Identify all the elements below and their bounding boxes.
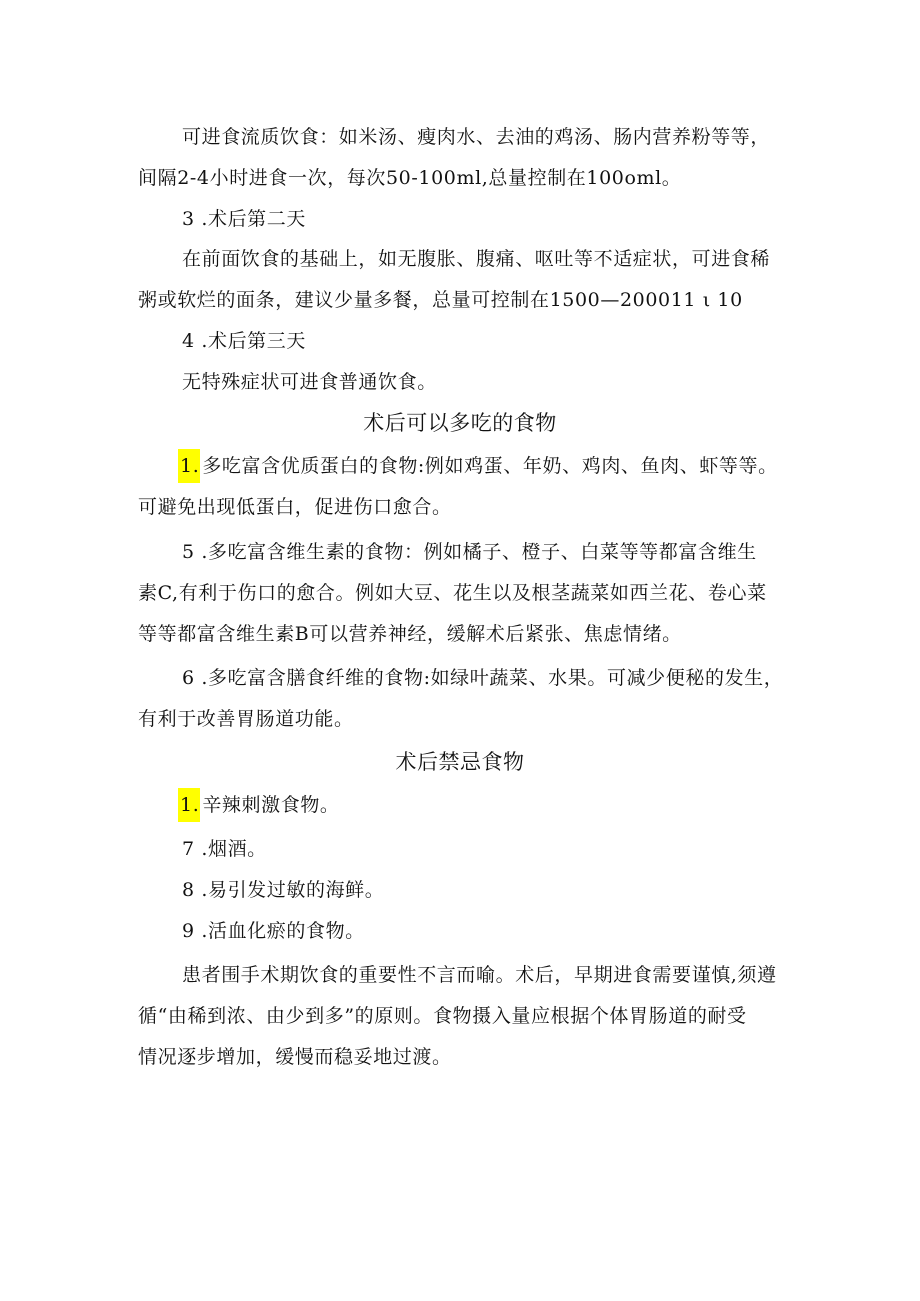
highlighted-number: 1. bbox=[178, 449, 200, 483]
day3-text: 无特殊症状可进食普通饮食。 bbox=[182, 371, 437, 393]
forbidden-item2: 7 .烟酒。 bbox=[182, 838, 267, 860]
day1-text-line2: 间隔2-4小时进食一次，每次50-100ml,总量控制在100oml。 bbox=[138, 167, 682, 189]
more-foods-item2-line2: 素C,有利于伤口的愈合。例如大豆、花生以及根茎蔬菜如西兰花、卷心菜 bbox=[138, 582, 767, 604]
more-foods-item2-line3: 等等都富含维生素B可以营养神经，缓解术后紧张、焦虑情绪。 bbox=[138, 623, 682, 645]
more-foods-item1-text: 多吃富含优质蛋白的食物:例如鸡蛋、年奶、鸡肉、鱼肉、虾等等。 bbox=[202, 455, 778, 477]
conclusion-line3: 情况逐步增加，缓慢而稳妥地过渡。 bbox=[138, 1046, 452, 1068]
heading-more-foods: 术后可以多吃的食物 bbox=[363, 411, 557, 435]
conclusion-line1: 患者围手术期饮食的重要性不言而喻。术后，早期进食需要谨慎,须遵 bbox=[182, 964, 777, 986]
forbidden-item4: 9 .活血化瘀的食物。 bbox=[182, 920, 365, 942]
forbidden-item3: 8 .易引发过敏的海鲜。 bbox=[182, 879, 385, 901]
heading-forbidden-foods: 术后禁忌食物 bbox=[395, 750, 525, 774]
more-foods-item1-line1 bbox=[178, 452, 778, 480]
day2-title: 3 .术后第二天 bbox=[182, 208, 306, 230]
more-foods-item1-line2: 可避免出现低蛋白，促进伤口愈合。 bbox=[138, 496, 452, 518]
day1-text-line1: 可进食流质饮食：如米汤、瘦肉水、去油的鸡汤、肠内营养粉等等， bbox=[182, 126, 771, 148]
forbidden-item1 bbox=[178, 791, 340, 819]
day2-text-line1: 在前面饮食的基础上，如无腹胀、腹痛、呕吐等不适症状，可进食稀 bbox=[182, 248, 771, 270]
forbidden-item1-text: 辛辣刺激食物。 bbox=[202, 794, 340, 816]
more-foods-item2-line1: 5 .多吃富含维生素的食物：例如橘子、橙子、白菜等等都富含维生 bbox=[182, 541, 757, 563]
day3-title: 4 .术后第三天 bbox=[182, 330, 306, 352]
highlighted-number: 1. bbox=[178, 788, 200, 822]
more-foods-item3-line1: 6 .多吃富含膳食纤维的食物:如绿叶蔬菜、水果。可减少便秘的发生， bbox=[182, 667, 784, 689]
day2-text-line2: 粥或软烂的面条，建议少量多餐，总量可控制在1500—200011 ι 10 bbox=[138, 289, 743, 311]
more-foods-item3-line2: 有利于改善胃肠道功能。 bbox=[138, 708, 354, 730]
conclusion-line2: 循“由稀到浓、由少到多”的原则。食物摄入量应根据个体胃肠道的耐受 bbox=[138, 1005, 747, 1027]
